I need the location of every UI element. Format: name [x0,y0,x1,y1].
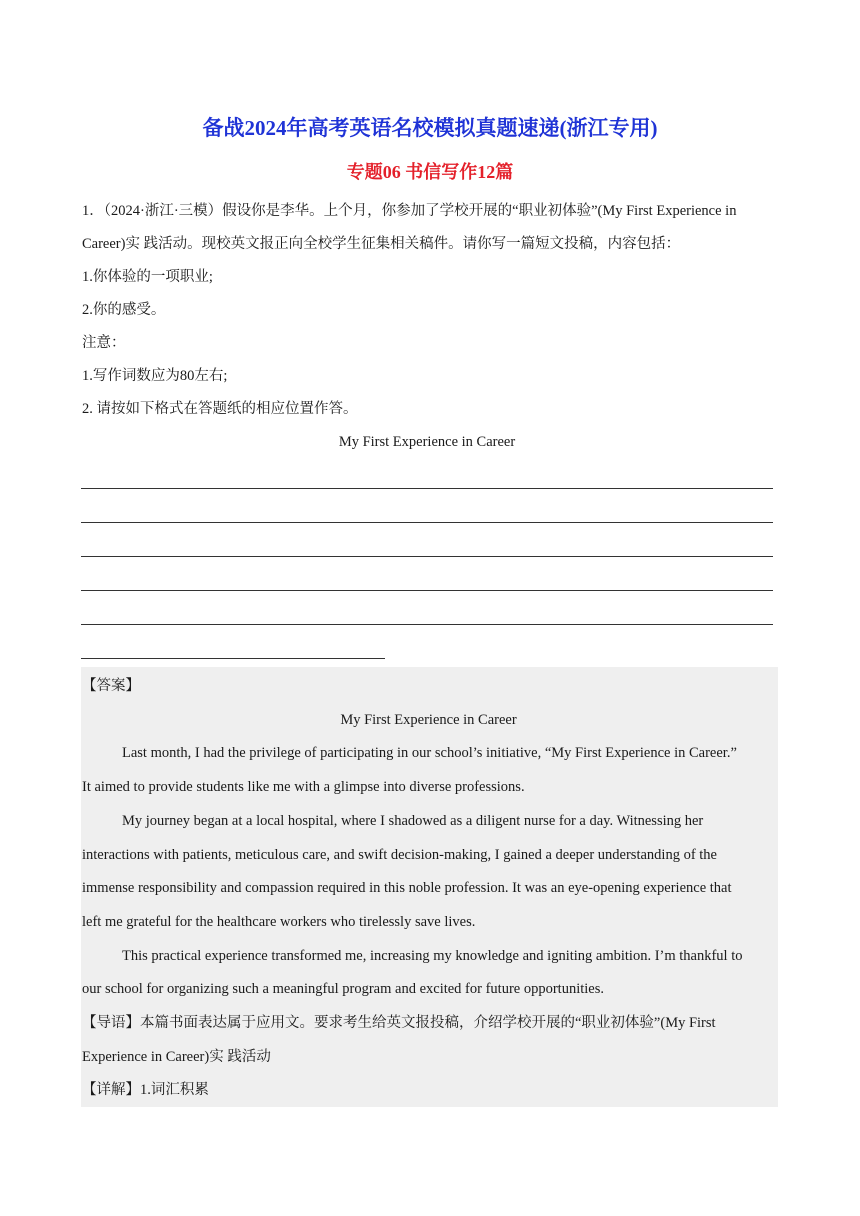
question-block [82,195,772,459]
document-title: 备战2024年高考英语名校模拟真题速递(浙江专用) [202,116,658,140]
note-item: 1.写作词数应为80左右; [82,368,228,384]
detail-line: 【详解】1.词汇积累 [82,1082,209,1099]
answer-paragraph-line: interactions with patients, meticulous care, and swift decision-making, I gained a deeper understanding of the [82,846,717,863]
answer-label: 【答案】 [82,678,140,694]
answer-line [81,590,773,591]
answer-section [81,667,778,1107]
answer-paragraph-line: It aimed to provide students like me with a glimpse into diverse professions. [82,779,525,796]
question-intro-line: 1．（2024·浙江·三模）假设你是李华。上个月，你参加了学校开展的“职业初体验”(My First Experience in [82,203,737,219]
question-point: 2.你的感受。 [82,302,166,318]
answer-line [81,488,773,489]
answer-essay-title: My First Experience in Career [340,711,517,728]
answer-paragraph-line: left me grateful for the healthcare workers who tirelessly save lives. [82,913,476,930]
essay-heading: My First Experience in Career [338,434,516,450]
answer-line [81,658,385,659]
answer-line [81,556,773,557]
note-item: 2. 请按如下格式在答题纸的相应位置作答。 [82,401,358,417]
answer-paragraph-line: immense responsibility and compassion required in this noble profession. It was an eye-opening experience that [82,880,732,897]
answer-paragraph-line: My journey began at a local hospital, where I shadowed as a diligent nurse for a day. Witnessing her [122,812,704,829]
answer-paragraph-line: Last month, I had the privilege of participating in our school’s initiative, “My First Experience in Career.” [122,745,737,762]
note-label: 注意： [82,335,126,351]
guide-line: 【导语】本篇书面表达属于应用文。要求考生给英文报投稿，介绍学校开展的“职业初体验”(My First [82,1015,716,1032]
answer-line [81,522,773,523]
question-point: 1.你体验的一项职业; [82,269,213,285]
answer-paragraph-line: This practical experience transformed me, increasing my knowledge and igniting ambition. I’m thankful to [122,947,743,964]
document-subtitle: 专题06 书信写作12篇 [346,162,514,182]
question-intro-line: Career)实 践活动。现校英文报正向全校学生征集相关稿件。请你写一篇短文投稿，内容包括： [82,236,681,252]
guide-line: Experience in Career)实 践活动 [82,1048,271,1065]
answer-paragraph-line: our school for organizing such a meaningful program and excited for future opportunities. [82,981,604,998]
answer-line [81,624,773,625]
